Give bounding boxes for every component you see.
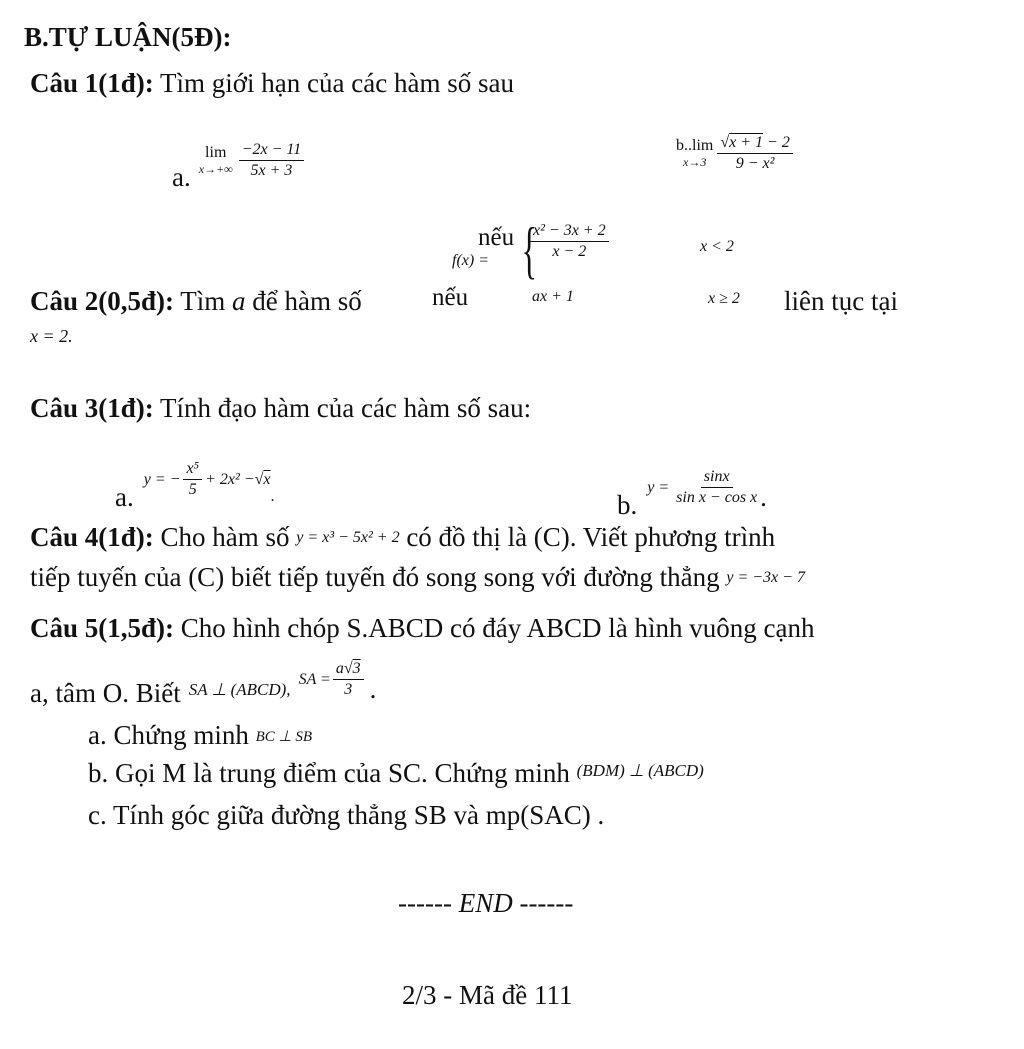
q4-line: y = −3x − 7	[726, 569, 805, 586]
q1-label: Câu 1(1đ):	[30, 68, 154, 98]
section-title: B.TỰ LUẬN(5Đ):	[24, 22, 232, 52]
q2-point: x = 2.	[30, 326, 73, 346]
q5-sa-fraction	[333, 660, 364, 699]
q3-part-a	[115, 446, 275, 513]
q5-text-1: Cho hình chóp S.ABCD có đáy ABCD là hình vuông cạnh	[180, 613, 815, 643]
q1-b-lim: lim	[692, 137, 714, 154]
q1-a-lim: lim	[205, 144, 227, 161]
q2-case1-condition: x < 2	[700, 238, 734, 255]
q5-sa-lhs: SA =	[298, 670, 331, 688]
q5-sa-num-root: 3	[352, 660, 361, 677]
sqrt-icon: √	[254, 470, 264, 488]
q1-part-a	[172, 128, 304, 193]
end-marker: ------ END ------	[398, 888, 574, 918]
q3-text: Tính đạo hàm của các hàm số sau:	[160, 393, 532, 423]
question-4-line-2	[30, 562, 805, 593]
q1-part-b: b..lim x→3 $\frac{√x + 1 - 2}{\text{9 − x²}}$	[676, 134, 793, 173]
q1-b-label: b.	[676, 137, 688, 154]
q5-part-a	[88, 720, 312, 751]
q4-text-3: tiếp tuyến của (C) biết tiếp tuyến đó song song với đường thẳng	[30, 562, 720, 592]
q2-case1-fraction	[530, 222, 609, 261]
q1-a-denominator: 5x + 3	[250, 162, 293, 179]
q3-a-fraction	[183, 460, 202, 499]
q1-b-denominator: 9 − x²	[735, 155, 775, 172]
q5-sa-denominator: 3	[344, 681, 353, 698]
q1-b-numerator-tail: − 2	[763, 134, 790, 151]
q1-b-numerator-root: x + 1	[729, 134, 764, 151]
q4-text-1: Cho hàm số	[160, 522, 290, 552]
q3-b-fraction	[673, 468, 760, 507]
q1-a-label: a.	[172, 162, 191, 192]
q5-sa-num-a: a	[335, 660, 344, 677]
q2-neu-1: nếu	[478, 224, 515, 251]
q3-b-period: .	[760, 482, 767, 512]
q2-var-a: a	[232, 286, 246, 316]
q2-text-before: Tìm	[180, 286, 226, 316]
q1-a-numerator: −2x − 11	[239, 141, 305, 161]
question-2-intro	[30, 286, 362, 317]
q3-a-lhs: y = −	[143, 470, 181, 488]
q5-b-expression: (BDM) ⊥ (ABCD)	[576, 761, 704, 780]
piecewise-brace-icon: {	[521, 214, 538, 285]
q2-case2-expression: ax + 1	[532, 288, 574, 305]
q3-part-b	[617, 454, 767, 521]
q2-case2-condition: x ≥ 2	[708, 290, 740, 307]
q1-b-lim-sub: x→3	[683, 155, 707, 169]
q5-text-2: a, tâm O. Biết	[30, 678, 181, 708]
q3-label: Câu 3(1đ):	[30, 393, 154, 423]
q3-a-label: a.	[115, 482, 134, 512]
q2-case1-denominator: x − 2	[552, 243, 587, 260]
q3-a-numerator: x⁵	[183, 460, 202, 480]
q4-label: Câu 4(1đ):	[30, 522, 154, 552]
q3-a-root: x	[263, 470, 271, 488]
q1-text: Tìm giới hạn của các hàm số sau	[160, 68, 514, 98]
question-5-line-1	[30, 613, 815, 644]
q4-function: y = x³ − 5x² + 2	[296, 529, 400, 546]
q5-b-text: b. Gọi M là trung điểm của SC. Chứng minh	[88, 758, 570, 788]
q1-a-fraction	[239, 141, 305, 180]
question-5-line-2	[30, 650, 376, 709]
sqrt-icon: √	[343, 660, 353, 677]
question-1	[30, 68, 514, 99]
q1-a-lim-sub: x→+∞	[198, 162, 233, 176]
sqrt-icon: √	[720, 134, 730, 151]
q3-b-numerator: sinx	[701, 468, 733, 488]
q3-b-denominator: sin x − cos x	[676, 489, 758, 506]
q2-neu-2: nếu	[432, 284, 469, 311]
question-4-line-1	[30, 522, 775, 553]
question-3	[30, 393, 531, 424]
q5-a-text: a. Chứng minh	[88, 720, 249, 750]
q5-part-b	[88, 758, 704, 789]
q3-b-lhs: y =	[647, 478, 670, 496]
q2-text-after: liên tục tại	[784, 286, 898, 316]
q3-a-denominator: 5	[188, 481, 197, 498]
q5-label: Câu 5(1,5đ):	[30, 613, 175, 643]
q5-a-expression: BC ⊥ SB	[255, 729, 313, 745]
q5-period: .	[369, 674, 377, 704]
q3-b-label: b.	[617, 490, 638, 520]
q2-text-mid: để hàm số	[252, 286, 362, 316]
q5-part-c: c. Tính góc giữa đường thẳng SB và mp(SAC) .	[88, 800, 605, 830]
page-footer: 2/3 - Mã đề 111	[402, 980, 573, 1010]
q5-condition-1: SA ⊥ (ABCD),	[188, 679, 291, 699]
q3-a-tail: + 2x² −	[205, 470, 255, 488]
q2-case1-numerator: x² − 3x + 2	[530, 222, 609, 242]
q4-text-2: có đồ thị là (C). Viết phương trình	[406, 522, 776, 552]
q2-label: Câu 2(0,5đ):	[30, 286, 175, 316]
q1-b-fraction	[717, 134, 792, 173]
q3-a-period: .	[270, 487, 275, 505]
q2-fx: f(x) =	[452, 252, 489, 269]
